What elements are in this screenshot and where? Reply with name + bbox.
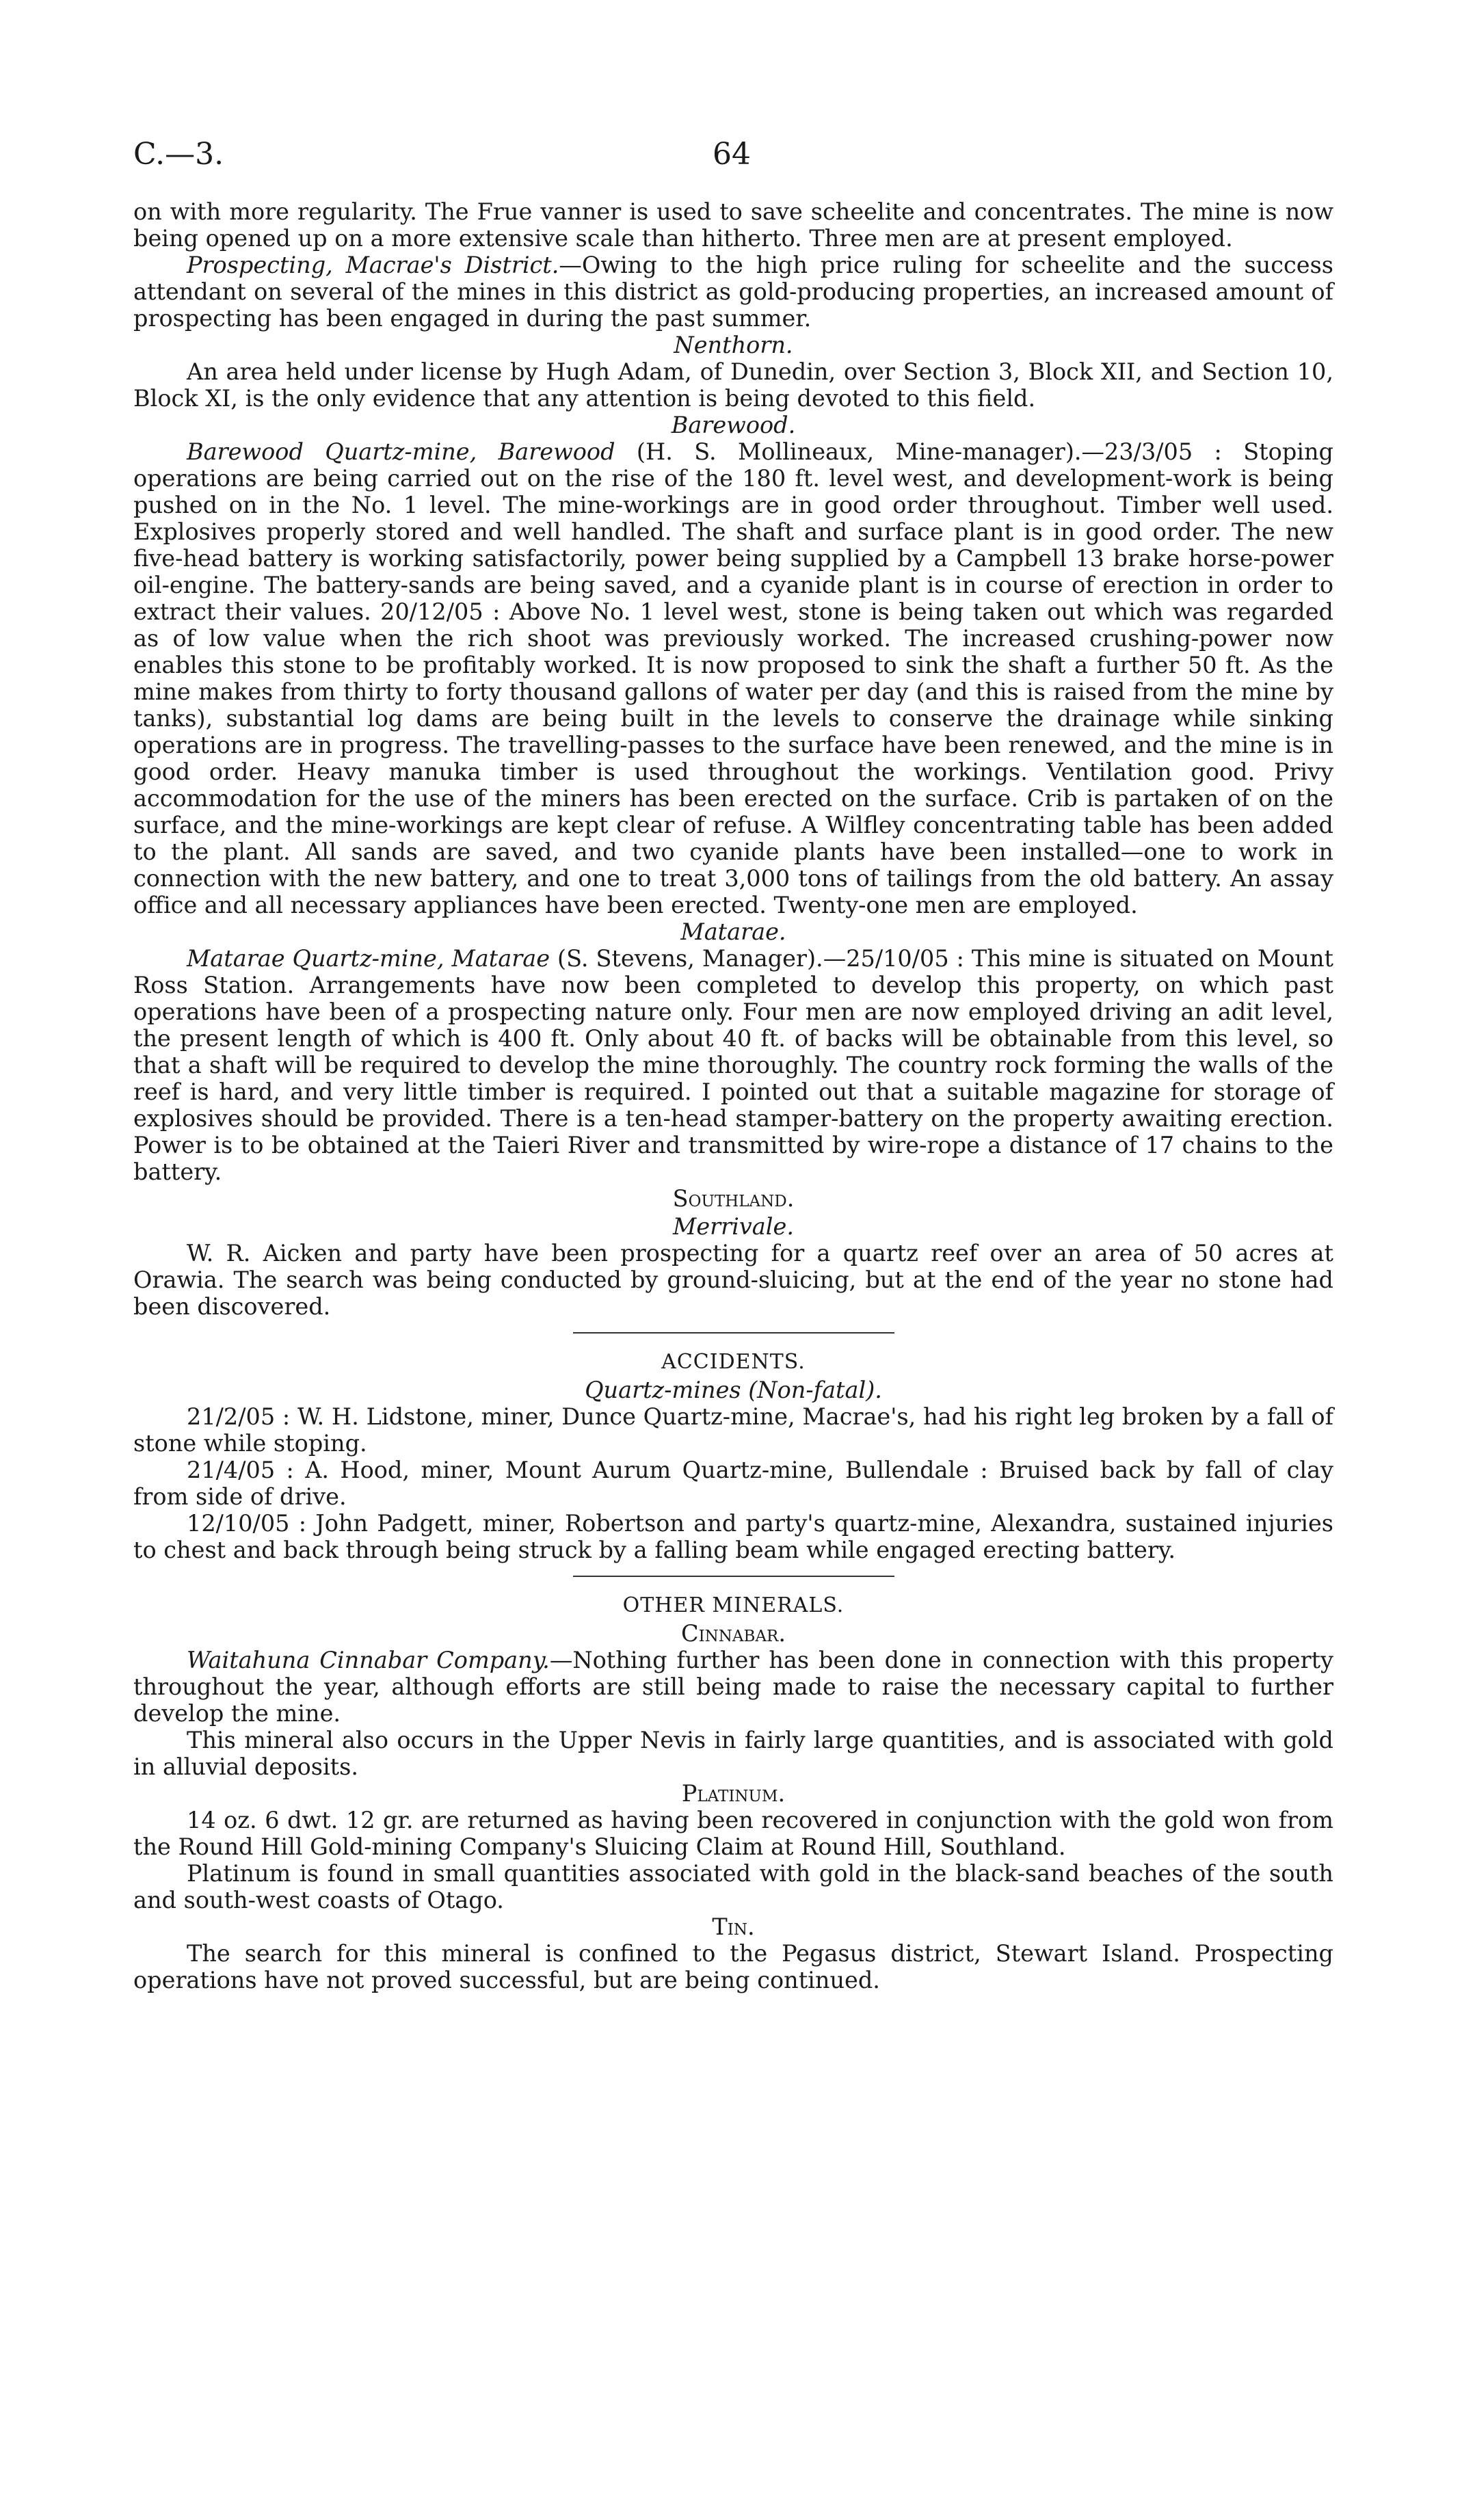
- tin-heading: Tin.: [712, 1913, 755, 1940]
- prospecting-lead: Prospecting, Macrae's District.: [187, 252, 559, 278]
- accidents-subheading: Quartz-mines (Non-fatal).: [585, 1377, 882, 1403]
- barewood-lead: Barewood Quartz-mine, Barewood: [187, 438, 615, 465]
- matarae-heading: Matarae.: [680, 918, 786, 945]
- merrivale-heading: Merrivale.: [673, 1213, 794, 1240]
- page-body: [133, 198, 1333, 1993]
- document-reference: C.—3.: [133, 137, 224, 172]
- nenthorn-heading: Nenthorn.: [674, 332, 793, 358]
- tin-paragraph: The search for this mineral is confined to the Pegasus district, Stewart Island. Prospecting operations have not proved successful, but are being continued.: [133, 1940, 1333, 1993]
- matarae-paragraph: Matarae Quartz-mine, Matarae (S. Stevens, Manager).—25/10/05 : This mine is situated on Mount Ross Station. Arrangements have now been completed to develop this property, on which past operations have been of a prospecting nature only. Four men are now employed driving an adit level, the present length of which is 400 ft. Only about 40 ft. of backs will be obtainable from this level, so that a shaft will be required to develop the mine thoroughly. The country rock forming the walls of the reef is hard, and very little timber is required. I pointed out that a suitable magazine for storage of explosives should be provided. There is a ten-head stamper-battery on the property awaiting erection. Power is to be obtained at the Taieri River and transmitted by wire-rope a distance of 17 chains to the battery.: [133, 945, 1333, 1185]
- platinum-paragraph-2: Platinum is found in small quantities associated with gold in the black-sand beaches of the south and south-west coasts of Otago.: [133, 1860, 1333, 1913]
- nenthorn-paragraph: An area held under license by Hugh Adam, of Dunedin, over Section 3, Block XII, and Section 10, Block XI, is the only evidence that any attention is being devoted to this field.: [133, 358, 1333, 412]
- section-divider: [573, 1576, 894, 1577]
- accident-item: 21/2/05 : W. H. Lidstone, miner, Dunce Quartz-mine, Macrae's, had his right leg broken by a fall of stone while stoping.: [133, 1403, 1333, 1457]
- other-minerals-heading: OTHER MINERALS.: [622, 1593, 845, 1617]
- accident-item: 12/10/05 : John Padgett, miner, Robertson and party's quartz-mine, Alexandra, sustained injuries to chest and back through being struck by a falling beam while engaged erecting battery.: [133, 1510, 1333, 1563]
- platinum-heading: Platinum.: [681, 1780, 786, 1807]
- page-number: 64: [713, 137, 751, 172]
- page-header: [133, 137, 1330, 191]
- accidents-heading: ACCIDENTS.: [661, 1350, 806, 1374]
- platinum-paragraph: 14 oz. 6 dwt. 12 gr. are returned as having been recovered in conjunction with the gold won from the Round Hill Gold-mining Company's Sluicing Claim at Round Hill, Southland.: [133, 1807, 1333, 1860]
- continued-paragraph: on with more regularity. The Frue vanner is used to save scheelite and concentrates. The mine is now being opened up on a more extensive scale than hitherto. Three men are at present employed.: [133, 198, 1333, 252]
- section-divider: [573, 1332, 894, 1334]
- cinnabar-heading: Cinnabar.: [680, 1620, 786, 1647]
- prospecting-paragraph: Prospecting, Macrae's District.—Owing to the high price ruling for scheelite and the success attendant on several of the mines in this district as gold-producing properties, an increased amount of prospecting has been engaged in during the past summer.: [133, 252, 1333, 332]
- barewood-heading: Barewood.: [671, 412, 796, 438]
- accident-item: 21/4/05 : A. Hood, miner, Mount Aurum Quartz-mine, Bullendale : Bruised back by fall of clay from side of drive.: [133, 1457, 1333, 1510]
- southland-heading: Southland.: [672, 1185, 795, 1212]
- cinnabar-paragraph-2: This mineral also occurs in the Upper Nevis in fairly large quantities, and is associated with gold in alluvial deposits.: [133, 1727, 1333, 1780]
- merrivale-paragraph: W. R. Aicken and party have been prospecting for a quartz reef over an area of 50 acres at Orawia. The search was being conducted by ground-sluicing, but at the end of the year no stone had been discovered.: [133, 1240, 1333, 1320]
- matarae-lead: Matarae Quartz-mine, Matarae: [187, 945, 550, 972]
- barewood-paragraph: Barewood Quartz-mine, Barewood (H. S. Mollineaux, Mine-manager).—23/3/05 : Stoping operations are being carried out on the rise of the 180 ft. level west, and development-work is being pushed on in the No. 1 level. The mine-workings are in good order throughout. Timber well used. Explosives properly stored and well handled. The shaft and surface plant is in good order. The new five-head battery is working satisfactorily, power being supplied by a Campbell 13 brake horse-power oil-engine. The battery-sands are being saved, and a cyanide plant is in course of erection in order to extract their values. 20/12/05 : Above No. 1 level west, stone is being taken out which was regarded as of low value when the rich shoot was previously worked. The increased crushing-power now enables this stone to be profitably worked. It is now proposed to sink the shaft a further 50 ft. As the mine makes from thirty to forty thousand gallons of water per day (and this is raised from the mine by tanks), substantial log dams are being built in the levels to conserve the drainage while sinking operations are in progress. The travelling-passes to the surface have been renewed, and the mine is in good order. Heavy manuka timber is used throughout the workings. Ventilation good. Privy accommodation for the use of the miners has been erected on the surface. Crib is partaken of on the surface, and the mine-workings are kept clear of refuse. A Wilfley concentrating table has been added to the plant. All sands are saved, and two cyanide plants have been installed—one to work in connection with the new battery, and one to treat 3,000 tons of tailings from the old battery. An assay office and all necessary appliances have been erected. Twenty-one men are employed.: [133, 438, 1333, 918]
- cinnabar-lead: Waitahuna Cinnabar Company.: [187, 1647, 550, 1673]
- cinnabar-paragraph: Waitahuna Cinnabar Company.—Nothing further has been done in connection with this property throughout the year, although efforts are still being made to raise the necessary capital to further develop the mine.: [133, 1647, 1333, 1727]
